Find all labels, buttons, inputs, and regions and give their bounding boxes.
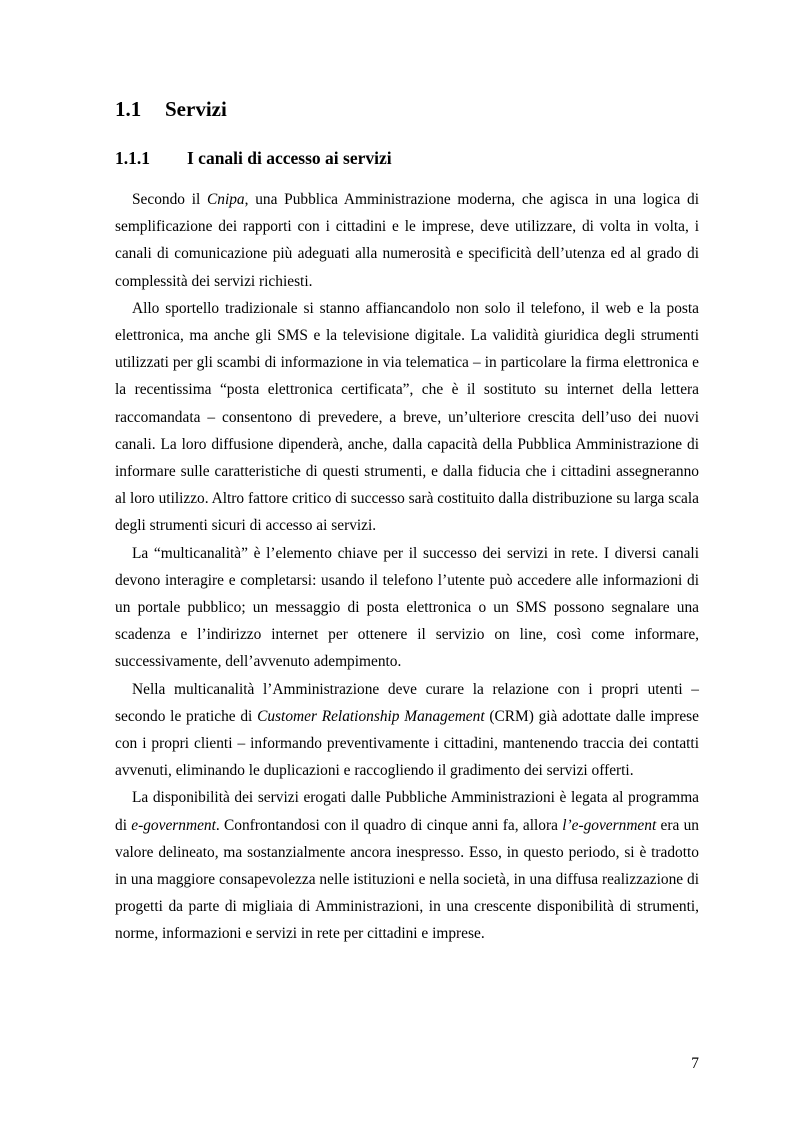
text-run: La disponibilità dei servizi erogati dalle Pubbliche Amministrazioni è legata al programma di (115, 789, 699, 834)
page-number: 7 (691, 1055, 699, 1072)
emphasis-cnipa: Cnipa (207, 191, 245, 208)
text-run: Nella multicanalità l’Amministrazione deve curare la relazione con i propri utenti – secondo le pratiche di (115, 680, 699, 725)
subsection-number: 1.1.1 (115, 148, 150, 168)
emphasis-l-e-government: l’e-government (562, 816, 657, 834)
subsection-title: I canali di accesso ai servizi (187, 148, 392, 168)
emphasis-e-government: e-government (131, 816, 216, 834)
text-run: era un valore delineato, ma sostanzialmente ancora inespresso. Esso, in questo periodo, si è tradotto in una maggiore consapevolezza nelle istituzioni e nella società, in una diffusa realizzazione di progetti da parte di migliaia di Amministrazioni, in una crescente disponibilità di strumenti, norme, informazioni e servizi in rete per cittadini e imprese. (115, 816, 699, 943)
section-title: Servizi (165, 97, 227, 121)
subsection-heading (115, 144, 392, 172)
text-run: (CRM) già adottate dalle imprese con i propri clienti – informando preventivamente i cittadini, mantenendo traccia dei contatti avvenuti, eliminando le duplicazioni e raccogliendo il gradimento dei servizi offerti. (115, 707, 699, 780)
paragraph-sportello: Allo sportello tradizionale si stanno affiancandolo non solo il telefono, il web e la posta elettronica, ma anche gli SMS e la televisione digitale. La validità giuridica degli strumenti utilizzati per gli scambi di informazione in via telematica – in particolare la firma elettronica e la recentissima “posta elettronica certificata”, che è il sostituto su internet della lettera raccomandata – consentono di prevedere, a breve, un’ulteriore crescita dell’uso dei nuovi canali. La loro diffusione dipenderà, anche, dalla capacità della Pubblica Amministrazione di informare sulle caratteristiche di questi strumenti, e dalla fiducia che i cittadini assegneranno al loro utilizzo. Altro fattore critico di successo sarà costituito dalla distribuzione su larga scala degli strumenti sicuri di accesso ai servizi. (115, 299, 699, 535)
paragraph-crm (115, 676, 699, 785)
section-number: 1.1 (115, 97, 142, 121)
emphasis-crm: Customer Relationship Management (257, 707, 485, 725)
body-text (115, 186, 699, 948)
paragraph-multicanalita: La “multicanalità” è l’elemento chiave per il successo dei servizi in rete. I diversi canali devono interagire e completarsi: usando il telefono l’utente può accedere alle informazioni di un portale pubblico; un messaggio di posta elettronica o un SMS possono segnalare una scadenza e l’indirizzo internet per ottenere il servizio on line, così come informare, successivamente, dell’avvenuto adempimento. (115, 544, 699, 671)
text-run: Secondo il (132, 191, 207, 208)
paragraph-egovernment (115, 784, 699, 947)
text-run: . Confrontandosi con il quadro di cinque anni fa, allora (215, 816, 563, 834)
text-run: , una Pubblica Amministrazione moderna, che agisca in una logica di semplificazione dei rapporti con i cittadini e le imprese, deve utilizzare, di volta in volta, i canali di comunicazione più adeguati alla numerosità e specificità dell’utenza ed al grado di complessità dei servizi richiesti. (115, 191, 699, 290)
section-heading (115, 93, 227, 125)
paragraph-cnipa (115, 186, 699, 295)
